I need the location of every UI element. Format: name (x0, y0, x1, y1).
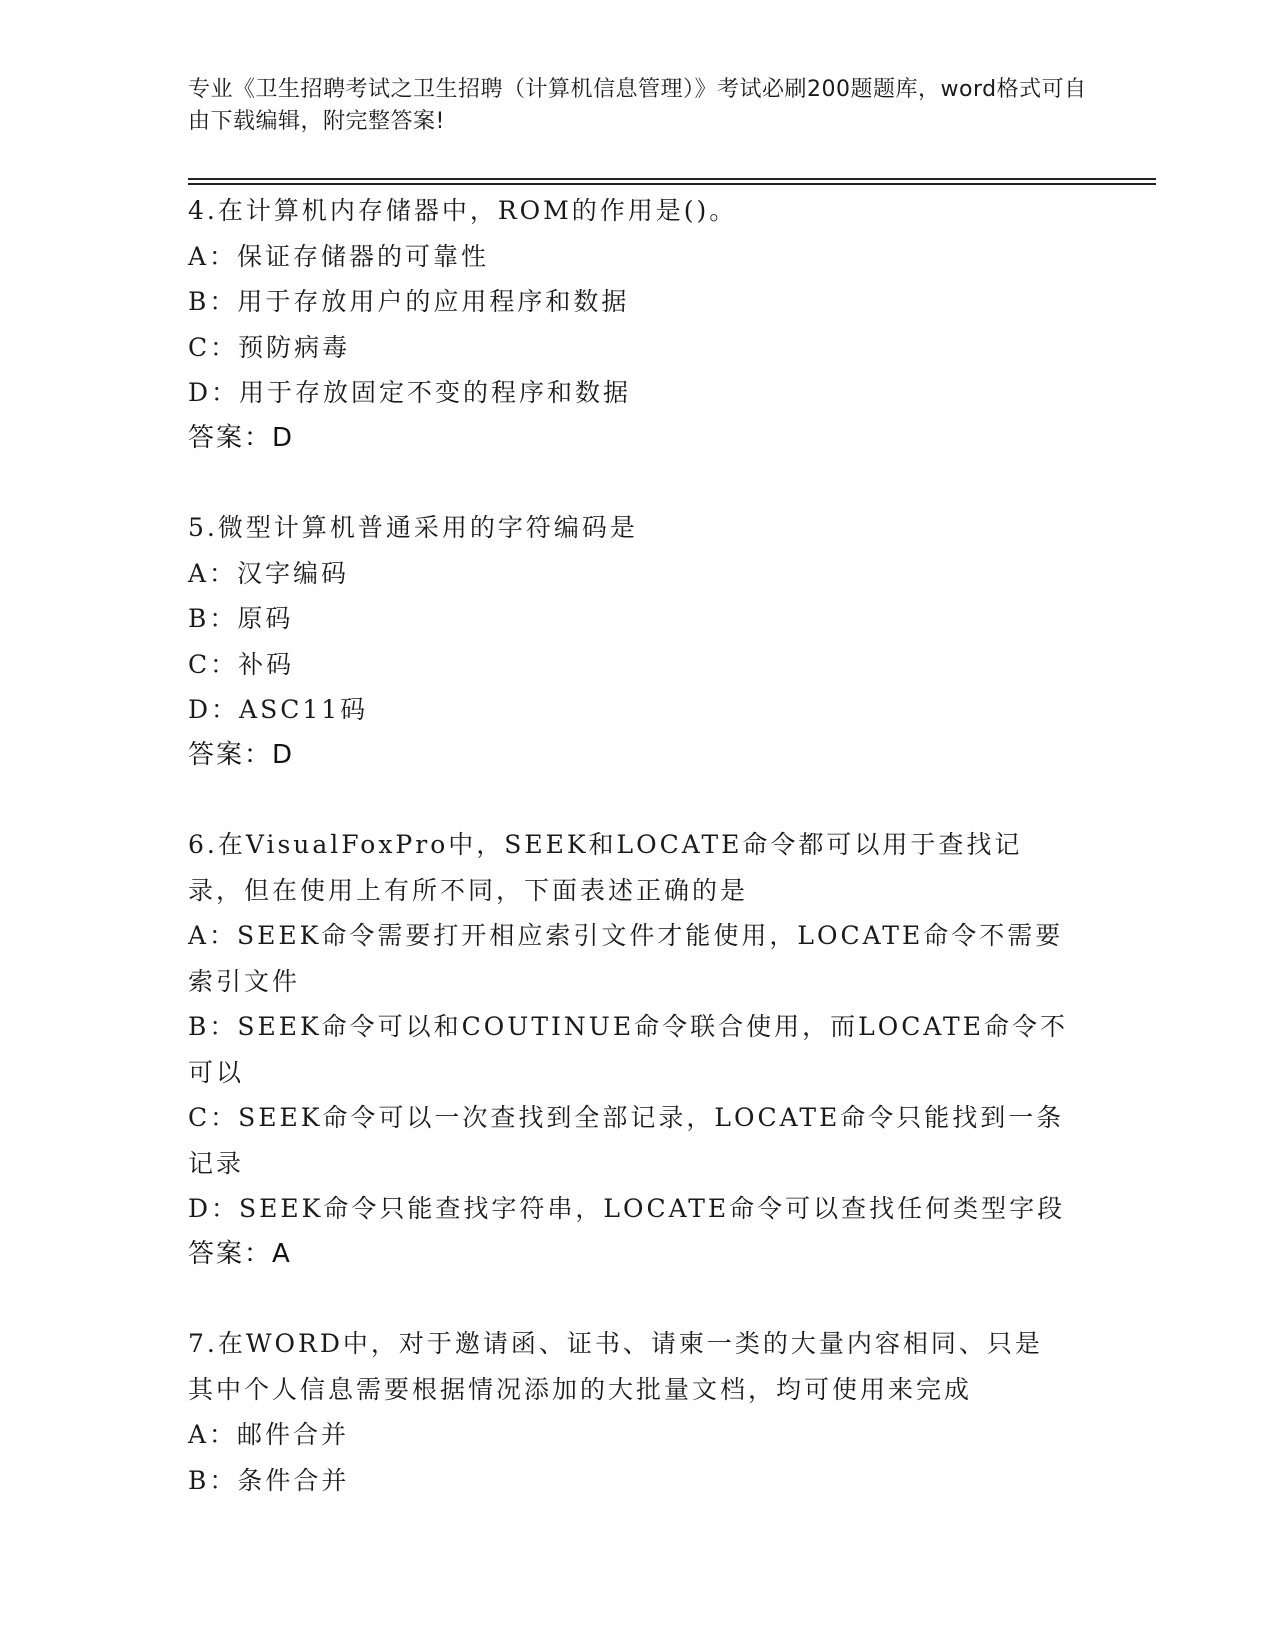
question-7 (188, 1321, 1088, 1503)
option-c: C：预防病毒 (188, 332, 351, 362)
question-6 (188, 822, 1088, 1277)
option-b: B：原码 (188, 604, 294, 633)
option-b: B：条件合并 (188, 1465, 350, 1495)
option-d: D：ASC11码 (188, 695, 369, 724)
answer-line: 答案：D (188, 422, 295, 453)
option-a: A：SEEK命令需要打开相应索引文件才能使用，LOCATE命令不需要索引文件 (188, 921, 1064, 996)
option-b: B：用于存放用户的应用程序和数据 (188, 287, 630, 316)
document-header: 专业《卫生招聘考试之卫生招聘（计算机信息管理）》考试必刷200题题库，word格式可自由下载编辑，附完整答案! (188, 77, 1087, 134)
question-stem: 4.在计算机内存储器中，ROM的作用是()。 (188, 196, 738, 225)
option-a: A：邮件合并 (188, 1420, 350, 1449)
question-stem: 7.在WORD中，对于邀请函、证书、请柬一类的大量内容相同、只是其中个人信息需要根据情况添加的大批量文档，均可使用来完成 (188, 1329, 1043, 1404)
header-rule-top (188, 178, 1156, 180)
option-c: C：补码 (188, 649, 295, 679)
question-stem: 5.微型计算机普通采用的字符编码是 (188, 513, 638, 542)
option-c: C：SEEK命令可以一次查找到全部记录，LOCATE命令只能找到一条记录 (188, 1103, 1065, 1178)
option-d: D：SEEK命令只能查找字符串，LOCATE命令可以查找任何类型字段 (188, 1194, 1066, 1223)
option-a: A：保证存储器的可靠性 (188, 241, 490, 271)
question-5 (188, 505, 1088, 778)
question-list (188, 188, 1088, 1547)
question-4 (188, 188, 1088, 461)
header-rule-bottom (188, 183, 1156, 185)
option-d: D：用于存放固定不变的程序和数据 (188, 378, 632, 407)
question-stem: 6.在VisualFoxPro中，SEEK和LOCATE命令都可以用于查找记录，但在使用上有所不同，下面表述正确的是 (188, 830, 1023, 905)
option-b: B：SEEK命令可以和COUTINUE命令联合使用，而LOCATE命令不可以 (188, 1012, 1068, 1087)
answer-line: 答案：D (188, 739, 295, 770)
answer-line: 答案：A (188, 1238, 292, 1269)
option-a: A：汉字编码 (188, 558, 350, 588)
